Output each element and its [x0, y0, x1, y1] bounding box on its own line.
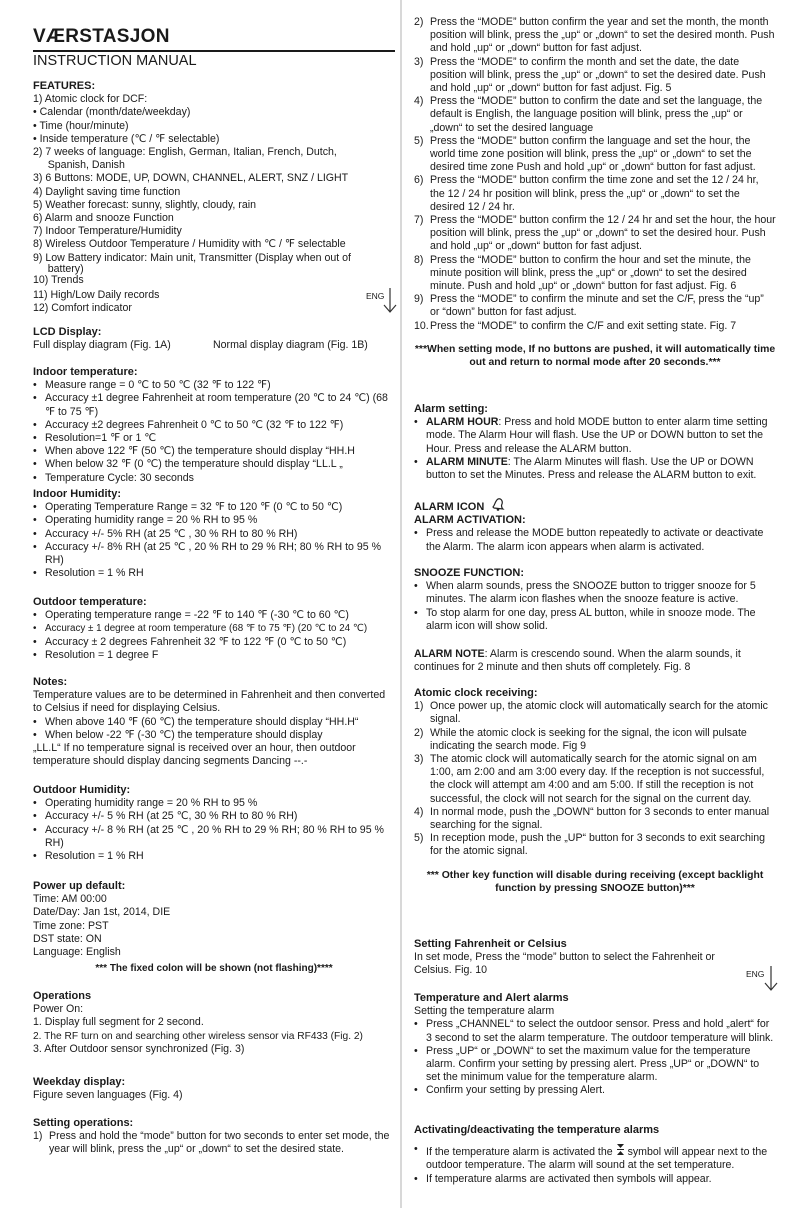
page-title: VÆRSTASJON	[33, 26, 170, 47]
list-item: • Resolution = 1 % RH	[33, 567, 395, 580]
temperature-alarm-icon	[616, 1143, 625, 1156]
features-line: 12) Comfort indicator	[33, 302, 132, 315]
features-line: • Inside temperature (℃ / ℉ selectable)	[33, 132, 220, 145]
list-item: 6) Press the “MODE” button confirm the time zone and set the 12 / 24 hr, the 12 / 24 hr position will blink, press the „up“ or „down“ to set the desired 12 / 24 hr.	[414, 174, 759, 213]
features-line: 5) Weather forecast: sunny, slightly, cloudy, rain	[33, 198, 256, 211]
list-item: 2) While the atomic clock is seeking for the signal, the icon will pulsate indicating the search mode. Fig 9	[414, 726, 747, 752]
notes-section	[33, 676, 395, 768]
weekday-section	[33, 1076, 395, 1102]
power-up-line: Language: English	[33, 946, 121, 959]
notes-tail: „LL.L“ If no temperature signal is received over an hour, then outdoor temperature should display dancing segments Dancing --.-	[33, 742, 356, 768]
outdoor-humidity-section	[33, 784, 395, 863]
operations-heading: Operations	[33, 990, 92, 1002]
list-item: 4) In normal mode, push the „DOWN“ button for 3 seconds to enter manual searching for the signal.	[414, 805, 770, 832]
lcd-normal-label: Normal display diagram (Fig. 1B)	[213, 339, 368, 352]
setting-steps-list	[414, 16, 776, 333]
features-heading: FEATURES:	[33, 80, 96, 92]
page-subtitle: INSTRUCTION MANUAL	[33, 50, 395, 69]
list-item: • Press and release the MODE button repeatedly to activate or deactivate the Alarm. The alarm icon appears when alarm is activated.	[414, 527, 776, 553]
features-line: 6) Alarm and snooze Function	[33, 212, 174, 225]
operations-section	[33, 990, 395, 1056]
list-item: 4) Press the “MODE” button to confirm the date and set the language, the default is English, the language position will blink, press the „up“ or „down“ to set the desired language	[414, 95, 763, 134]
list-item: • When below -22 ℉ (-30 ℃) the temperature should display	[33, 729, 395, 742]
power-up-heading: Power up default:	[33, 880, 126, 892]
features-line: 10) Trends	[33, 273, 84, 286]
setting-mode-note: ***When setting mode, If no buttons are pushed, it will automatically time out and return to normal mode after 20 seconds.***	[414, 343, 776, 369]
atomic-note: *** Other key function will disable during receiving (except backlight function by pressing SNOOZE button)***	[426, 869, 764, 894]
features-line: 1) Atomic clock for DCF:	[33, 93, 148, 106]
list-item: 1) Press and hold the “mode” button for two seconds to enter set mode, the year will blink, press the „up“ or „down“ to set the desired state.	[33, 1130, 390, 1156]
bell-icon	[490, 496, 506, 512]
list-item: • Temperature Cycle: 30 seconds	[33, 472, 395, 485]
temp-alarms-intro: Setting the temperature alarm	[414, 1005, 555, 1018]
features-line: 11) High/Low Daily records	[33, 289, 160, 302]
power-up-line: Date/Day: Jan 1st, 2014, DIE	[33, 906, 171, 919]
activating-section	[414, 1124, 776, 1186]
fahrenheit-section	[414, 938, 776, 978]
outdoor-temp-heading: Outdoor temperature:	[33, 596, 147, 608]
power-up-line: DST state: ON	[33, 932, 102, 945]
list-item: • Accuracy ± 1 degree at room temperature (68 ℉ to 75 ℉) (20 ℃ to 24 ℃)	[33, 622, 395, 635]
list-item: • Measure range = 0 ℃ to 50 ℃ (32 ℉ to 122 ℉)	[33, 379, 395, 392]
list-item: • Confirm your setting by pressing Alert.	[414, 1084, 776, 1097]
list-item: 5) Press the “MODE” button confirm the language and set the hour, the world time zone position will blink, press the „up“ or „down“ to set the desired time zone Push and hold „up“ or „down“ button for fast adjust.	[414, 134, 756, 174]
setting-ops-heading: Setting operations:	[33, 1117, 134, 1129]
alarm-icon-heading: ALARM ICON	[414, 501, 485, 513]
list-item: • Accuracy ±1 degree Fahrenheit at room temperature (20 ℃ to 24 ℃) (68 ℉ to 75 ℉)	[33, 392, 395, 418]
lcd-section	[33, 326, 395, 352]
list-item: • Accuracy +/- 8 % RH (at 25 ℃ , 20 % RH to 29 % RH; 80 % RH to 95 % RH)	[33, 824, 395, 850]
features-line: 2) 7 weeks of language: English, German, Italian, French, Dutch,	[33, 146, 337, 159]
outdoor-temp-section	[33, 596, 395, 662]
alarm-activation-heading: ALARM ACTIVATION:	[414, 514, 526, 527]
list-item: 3) Press the “MODE” to confirm the month and set the date, the date position will blink, press the „up“ or „down“ to set the desired date. Push and hold „up“ or „down“ button for fast adjust. Fig. 5	[414, 55, 766, 95]
indoor-humidity-section	[33, 488, 395, 580]
operations-line: 3. After Outdoor sensor synchronized (Fig. 3)	[33, 1042, 245, 1055]
operations-line: 1. Display full segment for 2 second.	[33, 1016, 204, 1029]
outdoor-humidity-heading: Outdoor Humidity:	[33, 784, 131, 796]
power-up-line: Time zone: PST	[33, 919, 109, 932]
alarm-icon-section	[414, 496, 776, 554]
list-item: 3) The atomic clock will automatically search for the atomic signal on am 1:00, am 2:00 and am 3:00 every day. If the reception is not successful, the clock will attempt am 4:00 and am 5:00. If still the reception is not successful, the clock will not search for the signal on the current day.	[414, 753, 765, 805]
list-item: 1) Once power up, the atomic clock will automatically search for the atomic signal.	[414, 700, 768, 726]
notes-text: Temperature values are to be determined in Fahrenheit and then converted to Celsius if need for displaying Celsius.	[33, 689, 386, 715]
features-line: Spanish, Danish	[33, 159, 125, 172]
list-item: • To stop alarm for one day, press AL button, while in snooze mode. The alarm icon will show solid.	[414, 607, 776, 633]
column-divider	[400, 0, 402, 1208]
list-item: • ALARM HOUR: Press and hold MODE button to enter alarm time setting mode. The Alarm Hour will flash. Use the UP or DOWN button to set the Hour. Press and release the ALARM button.	[414, 416, 776, 456]
power-up-line: Time: AM 00:00	[33, 893, 107, 906]
weekday-heading: Weekday display:	[33, 1076, 126, 1088]
temp-alarms-heading: Temperature and Alert alarms	[414, 992, 569, 1004]
alarm-setting-section	[414, 403, 776, 482]
list-item: • Accuracy +/- 5 % RH (at 25 ℃, 30 % RH to 80 % RH)	[33, 810, 395, 823]
features-line: 9) Low Battery indicator: Main unit, Transmitter (Display when out of	[33, 251, 351, 264]
list-item: • Operating humidity range = 20 % RH to 95 %	[33, 514, 395, 527]
list-item: • ALARM MINUTE: The Alarm Minutes will flash. Use the UP or DOWN button to set the Minutes. Press and release the ALARM button to exit.	[414, 456, 776, 482]
down-arrow-icon	[764, 966, 778, 992]
features-section	[33, 80, 395, 315]
features-line: • Calendar (month/date/weekday)	[33, 106, 191, 119]
setting-ops-section	[33, 1117, 395, 1157]
features-line: 3) 6 Buttons: MODE, UP, DOWN, CHANNEL, ALERT, SNZ / LIGHT	[33, 172, 349, 185]
weekday-text: Figure seven languages (Fig. 4)	[33, 1089, 183, 1102]
list-item: • Press „CHANNEL“ to select the outdoor sensor. Press and hold „alert“ for 3 second to set the alarm temperature. The outdoor temperature will blink.	[414, 1018, 776, 1044]
list-item: • If the temperature alarm is activated the symbol will appear next to the outdoor temperature. The alarm will sound at the set temperature.	[414, 1143, 776, 1172]
alarm-setting-heading: Alarm setting:	[414, 403, 488, 415]
atomic-clock-list	[414, 700, 776, 858]
list-item: • Accuracy ±2 degrees Fahrenheit 0 ℃ to 50 ℃ (32 ℉ to 122 ℉)	[33, 419, 395, 432]
list-item: • When above 140 ℉ (60 ℃) the temperature should display “HH.H“	[33, 716, 395, 729]
list-item: • When alarm sounds, press the SNOOZE button to trigger snooze for 5 minutes. The alarm icon flashes when the snooze feature is active.	[414, 580, 776, 606]
power-up-section	[33, 880, 395, 975]
list-item: 10. Press the “MODE” to confirm the C/F and exit setting state. Fig. 7	[414, 319, 737, 332]
fahrenheit-text: In set mode, Press the “mode” button to select the Fahrenheit or Celsius. Fig. 10	[414, 951, 715, 977]
atomic-clock-section	[414, 687, 776, 895]
fahrenheit-heading: Setting Fahrenheit or Celsius	[414, 938, 567, 950]
snooze-section	[414, 567, 776, 633]
alarm-icon-heading-row	[414, 496, 776, 514]
snooze-heading: SNOOZE FUNCTION:	[414, 567, 524, 579]
list-item: 5) In reception mode, push the „UP“ button for 3 seconds to exit searching for the atomic signal.	[414, 832, 766, 858]
list-item: 8) Press the “MODE” button to confirm the hour and set the minute, the minute position will blink, press the „up“ or „down“ to set the desired minute. Push and hold „up“ or „down“ button for fast adjust. Fig. 6	[414, 253, 751, 293]
notes-heading: Notes:	[33, 676, 68, 688]
indoor-humidity-heading: Indoor Humidity:	[33, 488, 121, 500]
operations-line: 2. The RF turn on and searching other wireless sensor via RF433 (Fig. 2)	[33, 1030, 363, 1042]
temp-alarms-section	[414, 992, 776, 1098]
list-item: 2) Press the “MODE” button confirm the year and set the month, the month position will blink, press the „up“ or „down“ to set the desired month. Push and hold „up“ or „down“ button for fast adjust.	[414, 16, 775, 55]
list-item: • Operating humidity range = 20 % RH to 95 %	[33, 797, 395, 810]
operations-line: Power On:	[33, 1003, 84, 1016]
setting-steps-section	[414, 16, 776, 369]
alarm-note-text: ALARM NOTE: Alarm is crescendo sound. When the alarm sounds, it continues for 2 minute and then shuts off completely. Fig. 8	[414, 648, 741, 674]
down-arrow-icon	[383, 288, 397, 314]
list-item: • Accuracy ± 2 degrees Fahrenheit 32 ℉ to 122 ℉ (0 ℃ to 50 ℃)	[33, 636, 395, 649]
power-up-note: *** The fixed colon will be shown (not flashing)****	[95, 963, 333, 975]
list-item: • Resolution = 1 degree F	[33, 649, 395, 662]
activating-heading: Activating/deactivating the temperature alarms	[414, 1124, 660, 1136]
language-marker: ENG	[366, 291, 385, 301]
features-line: battery)	[33, 262, 84, 275]
list-item: • When above 122 ℉ (50 ℃) the temperature should display “HH.H	[33, 445, 395, 458]
language-marker: ENG	[746, 969, 765, 979]
features-line: 7) Indoor Temperature/Humidity	[33, 225, 182, 238]
list-item: • Operating temperature range = -22 ℉ to 140 ℉ (-30 ℃ to 60 ℃)	[33, 609, 395, 622]
features-line: • Time (hour/minute)	[33, 119, 129, 132]
list-item: • Accuracy +/- 8% RH (at 25 ℃ , 20 % RH to 29 % RH; 80 % RH to 95 % RH)	[33, 541, 395, 567]
list-item: 9) Press the “MODE” to confirm the minute and set the C/F, press the “up” or “down” button for fast adjust.	[414, 293, 764, 319]
list-item: • Press „UP“ or „DOWN“ to set the maximum value for the temperature alarm. Confirm your setting by pressing alert. Press „UP“ or „DOWN“ to set the minimum value for the temperature alarm.	[414, 1045, 776, 1085]
list-item: • Resolution=1 ℉ or 1 ℃	[33, 432, 395, 445]
lcd-heading: LCD Display:	[33, 326, 102, 338]
indoor-temp-section	[33, 366, 395, 485]
list-item: • When below 32 ℉ (0 ℃) the temperature should display “LL.L „	[33, 458, 395, 471]
list-item: 7) Press the “MODE” button confirm the 12 / 24 hr and set the hour, the hour position will blink, press the „up“ or „down“ to set the desired hour. Push and hold „up“ or „down“ button for fast adjust.	[414, 214, 776, 253]
atomic-clock-heading: Atomic clock receiving:	[414, 687, 538, 699]
alarm-note-section	[414, 648, 776, 674]
indoor-temp-heading: Indoor temperature:	[33, 366, 138, 378]
features-line: 8) Wireless Outdoor Temperature / Humidity with ℃ / ℉ selectable	[33, 238, 346, 251]
list-item: • If temperature alarms are activated then symbols will appear.	[414, 1173, 776, 1186]
features-line: 4) Daylight saving time function	[33, 185, 181, 198]
list-item: • Operating Temperature Range = 32 ℉ to 120 ℉ (0 ℃ to 50 ℃)	[33, 501, 395, 514]
list-item: • Accuracy +/- 5% RH (at 25 ℃ , 30 % RH to 80 % RH)	[33, 528, 395, 541]
list-item: • Resolution = 1 % RH	[33, 850, 395, 863]
lcd-full-label: Full display diagram (Fig. 1A)	[33, 339, 171, 352]
